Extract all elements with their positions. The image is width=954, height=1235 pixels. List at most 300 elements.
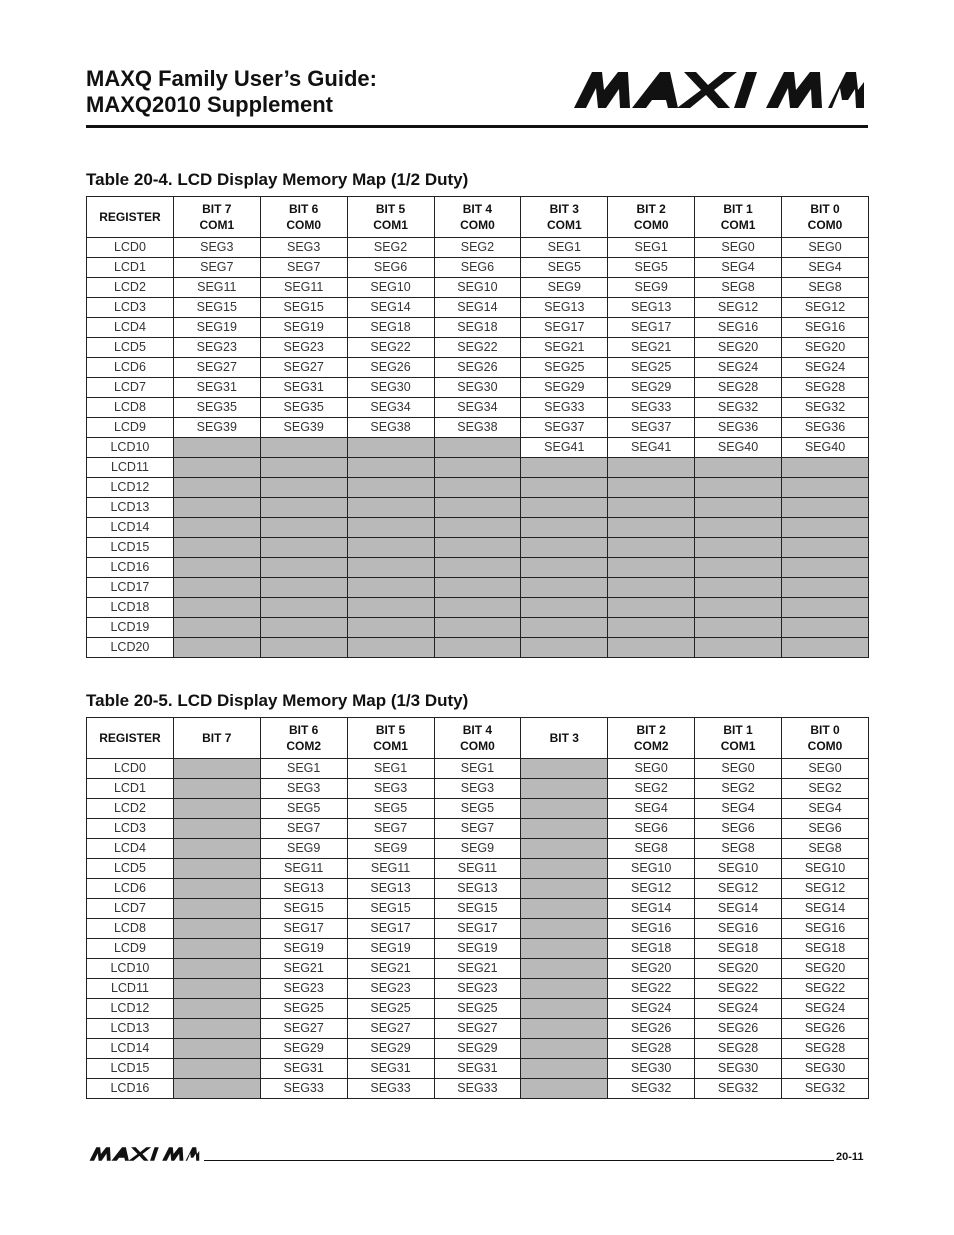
unused-cell (173, 819, 260, 839)
unused-cell (521, 999, 608, 1019)
register-cell: LCD18 (87, 598, 174, 618)
unused-cell (608, 458, 695, 478)
segment-cell: SEG21 (434, 959, 521, 979)
table-row (87, 498, 869, 518)
register-cell: LCD4 (87, 839, 174, 859)
segment-cell: SEG15 (347, 899, 434, 919)
table-row (87, 538, 869, 558)
column-header-label: BIT 5 (375, 723, 406, 737)
unused-cell (695, 538, 782, 558)
unused-cell (434, 578, 521, 598)
segment-cell: SEG27 (347, 1019, 434, 1039)
segment-cell: SEG29 (434, 1039, 521, 1059)
segment-cell: SEG2 (695, 779, 782, 799)
unused-cell (347, 618, 434, 638)
table-row (87, 979, 869, 999)
table-row (87, 598, 869, 618)
segment-cell: SEG3 (434, 779, 521, 799)
segment-cell: SEG10 (347, 278, 434, 298)
segment-cell: SEG38 (347, 418, 434, 438)
register-cell: LCD12 (87, 999, 174, 1019)
segment-cell: SEG26 (608, 1019, 695, 1039)
segment-cell: SEG13 (521, 298, 608, 318)
unused-cell (521, 799, 608, 819)
column-header-label: BIT 0 (810, 202, 840, 216)
segment-cell: SEG6 (695, 819, 782, 839)
unused-cell (347, 478, 434, 498)
segment-cell: SEG3 (260, 779, 347, 799)
unused-cell (521, 578, 608, 598)
table-row (87, 358, 869, 378)
unused-cell (173, 618, 260, 638)
segment-cell: SEG20 (782, 959, 869, 979)
unused-cell (347, 498, 434, 518)
register-cell: LCD0 (87, 238, 174, 258)
register-cell: LCD9 (87, 418, 174, 438)
column-header-label: BIT 1 (723, 202, 753, 216)
unused-cell (260, 438, 347, 458)
unused-cell (782, 578, 869, 598)
unused-cell (521, 919, 608, 939)
segment-cell: SEG32 (695, 1079, 782, 1099)
segment-cell: SEG13 (260, 879, 347, 899)
segment-cell: SEG34 (347, 398, 434, 418)
column-header-common: COM0 (286, 218, 322, 232)
register-cell: LCD17 (87, 578, 174, 598)
segment-cell: SEG13 (608, 298, 695, 318)
segment-cell: SEG13 (434, 879, 521, 899)
segment-cell: SEG29 (347, 1039, 434, 1059)
segment-cell: SEG25 (608, 358, 695, 378)
segment-cell: SEG1 (434, 759, 521, 779)
unused-cell (173, 438, 260, 458)
segment-cell: SEG4 (695, 258, 782, 278)
table-row (87, 258, 869, 278)
unused-cell (521, 879, 608, 899)
segment-cell: SEG19 (434, 939, 521, 959)
segment-cell: SEG27 (173, 358, 260, 378)
segment-cell: SEG25 (434, 999, 521, 1019)
column-header-label: REGISTER (99, 210, 161, 224)
segment-cell: SEG8 (695, 839, 782, 859)
table-row (87, 899, 869, 919)
unused-cell (434, 478, 521, 498)
register-cell: LCD3 (87, 298, 174, 318)
segment-cell: SEG28 (695, 1039, 782, 1059)
segment-cell: SEG18 (782, 939, 869, 959)
register-cell: LCD14 (87, 1039, 174, 1059)
segment-cell: SEG23 (173, 338, 260, 358)
segment-cell: SEG2 (782, 779, 869, 799)
unused-cell (782, 458, 869, 478)
segment-cell: SEG35 (260, 398, 347, 418)
unused-cell (260, 538, 347, 558)
column-header-register (87, 197, 174, 238)
unused-cell (173, 598, 260, 618)
segment-cell: SEG26 (347, 358, 434, 378)
unused-cell (521, 979, 608, 999)
unused-cell (521, 518, 608, 538)
unused-cell (173, 518, 260, 538)
lcd-memory-map-third-duty-table (86, 717, 869, 1099)
column-header-bit-1 (695, 718, 782, 759)
segment-cell: SEG37 (608, 418, 695, 438)
segment-cell: SEG4 (695, 799, 782, 819)
segment-cell: SEG20 (608, 959, 695, 979)
segment-cell: SEG20 (782, 338, 869, 358)
segment-cell: SEG24 (695, 999, 782, 1019)
unused-cell (173, 899, 260, 919)
segment-cell: SEG11 (260, 859, 347, 879)
segment-cell: SEG14 (695, 899, 782, 919)
segment-cell: SEG34 (434, 398, 521, 418)
unused-cell (521, 819, 608, 839)
table-row (87, 418, 869, 438)
register-cell: LCD13 (87, 1019, 174, 1039)
unused-cell (173, 558, 260, 578)
column-header-common: COM1 (373, 739, 408, 753)
register-cell: LCD3 (87, 819, 174, 839)
segment-cell: SEG13 (347, 879, 434, 899)
segment-cell: SEG27 (260, 358, 347, 378)
register-cell: LCD15 (87, 538, 174, 558)
segment-cell: SEG16 (695, 919, 782, 939)
unused-cell (260, 458, 347, 478)
page-number: 20-11 (836, 1151, 864, 1163)
column-header-label: BIT 7 (202, 202, 232, 216)
segment-cell: SEG3 (347, 779, 434, 799)
unused-cell (521, 959, 608, 979)
unused-cell (434, 618, 521, 638)
unused-cell (782, 498, 869, 518)
unused-cell (173, 638, 260, 658)
table-header-row (87, 718, 869, 759)
unused-cell (173, 839, 260, 859)
segment-cell: SEG16 (695, 318, 782, 338)
table-row (87, 318, 869, 338)
table-row (87, 919, 869, 939)
register-cell: LCD16 (87, 558, 174, 578)
segment-cell: SEG22 (434, 338, 521, 358)
segment-cell: SEG41 (521, 438, 608, 458)
register-cell: LCD11 (87, 458, 174, 478)
segment-cell: SEG21 (608, 338, 695, 358)
segment-cell: SEG7 (347, 819, 434, 839)
unused-cell (173, 1019, 260, 1039)
unused-cell (521, 618, 608, 638)
segment-cell: SEG10 (608, 859, 695, 879)
segment-cell: SEG7 (260, 258, 347, 278)
unused-cell (521, 498, 608, 518)
segment-cell: SEG26 (695, 1019, 782, 1039)
column-header-common: COM1 (546, 218, 582, 232)
register-cell: LCD4 (87, 318, 174, 338)
column-header-label: BIT 6 (289, 723, 319, 737)
column-header-common: COM2 (286, 739, 322, 753)
unused-cell (173, 879, 260, 899)
unused-cell (260, 618, 347, 638)
segment-cell: SEG5 (347, 799, 434, 819)
unused-cell (521, 939, 608, 959)
register-cell: LCD8 (87, 919, 174, 939)
segment-cell: SEG40 (782, 438, 869, 458)
segment-cell: SEG10 (782, 859, 869, 879)
column-header-bit-3 (521, 718, 608, 759)
unused-cell (695, 578, 782, 598)
segment-cell: SEG18 (434, 318, 521, 338)
unused-cell (521, 478, 608, 498)
table-row (87, 558, 869, 578)
segment-cell: SEG14 (434, 298, 521, 318)
table-row (87, 999, 869, 1019)
segment-cell: SEG37 (521, 418, 608, 438)
unused-cell (521, 859, 608, 879)
segment-cell: SEG12 (782, 879, 869, 899)
unused-cell (521, 638, 608, 658)
unused-cell (521, 558, 608, 578)
segment-cell: SEG22 (782, 979, 869, 999)
segment-cell: SEG24 (782, 999, 869, 1019)
column-header-label: BIT 6 (289, 202, 319, 216)
table-row (87, 859, 869, 879)
segment-cell: SEG15 (260, 899, 347, 919)
unused-cell (695, 518, 782, 538)
segment-cell: SEG32 (695, 398, 782, 418)
unused-cell (782, 538, 869, 558)
unused-cell (173, 498, 260, 518)
column-header-bit-4 (434, 718, 521, 759)
register-cell: LCD7 (87, 378, 174, 398)
unused-cell (521, 1019, 608, 1039)
segment-cell: SEG18 (347, 318, 434, 338)
segment-cell: SEG1 (521, 238, 608, 258)
segment-cell: SEG21 (347, 959, 434, 979)
segment-cell: SEG31 (260, 378, 347, 398)
segment-cell: SEG1 (260, 759, 347, 779)
column-header-common: COM1 (199, 218, 235, 232)
unused-cell (434, 438, 521, 458)
column-header-register (87, 718, 174, 759)
segment-cell: SEG0 (782, 759, 869, 779)
segment-cell: SEG12 (608, 879, 695, 899)
segment-cell: SEG19 (260, 318, 347, 338)
table-row (87, 278, 869, 298)
segment-cell: SEG31 (434, 1059, 521, 1079)
register-cell: LCD12 (87, 478, 174, 498)
column-header-bit-7 (173, 718, 260, 759)
table-row (87, 298, 869, 318)
segment-cell: SEG29 (521, 378, 608, 398)
unused-cell (347, 438, 434, 458)
table-row (87, 1039, 869, 1059)
segment-cell: SEG25 (521, 358, 608, 378)
segment-cell: SEG26 (434, 358, 521, 378)
segment-cell: SEG10 (695, 859, 782, 879)
register-cell: LCD5 (87, 338, 174, 358)
segment-cell: SEG20 (695, 338, 782, 358)
segment-cell: SEG22 (695, 979, 782, 999)
segment-cell: SEG23 (260, 979, 347, 999)
column-header-common: COM0 (460, 739, 495, 753)
segment-cell: SEG30 (695, 1059, 782, 1079)
segment-cell: SEG11 (173, 278, 260, 298)
segment-cell: SEG17 (260, 919, 347, 939)
unused-cell (173, 578, 260, 598)
segment-cell: SEG40 (695, 438, 782, 458)
unused-cell (260, 638, 347, 658)
unused-cell (173, 799, 260, 819)
segment-cell: SEG6 (434, 258, 521, 278)
column-header-label: BIT 3 (549, 202, 579, 216)
segment-cell: SEG9 (260, 839, 347, 859)
unused-cell (173, 538, 260, 558)
segment-cell: SEG25 (260, 999, 347, 1019)
register-cell: LCD10 (87, 438, 174, 458)
unused-cell (434, 458, 521, 478)
column-header-bit-4 (434, 197, 521, 238)
column-header-common: COM2 (633, 739, 669, 753)
column-header-label: BIT 4 (462, 723, 493, 737)
table-row (87, 438, 869, 458)
register-cell: LCD16 (87, 1079, 174, 1099)
register-cell: LCD19 (87, 618, 174, 638)
table-row (87, 799, 869, 819)
segment-cell: SEG7 (173, 258, 260, 278)
column-header-bit-2 (608, 718, 695, 759)
column-header-label: BIT 2 (636, 202, 666, 216)
column-header-bit-0 (782, 718, 869, 759)
table-row (87, 879, 869, 899)
unused-cell (521, 538, 608, 558)
register-cell: LCD14 (87, 518, 174, 538)
register-cell: LCD13 (87, 498, 174, 518)
unused-cell (173, 1079, 260, 1099)
table-row (87, 578, 869, 598)
segment-cell: SEG2 (608, 779, 695, 799)
unused-cell (608, 518, 695, 538)
segment-cell: SEG33 (434, 1079, 521, 1099)
unused-cell (521, 598, 608, 618)
table-row (87, 518, 869, 538)
column-header-bit-6 (260, 718, 347, 759)
column-header-common: COM0 (633, 218, 669, 232)
table-row (87, 1079, 869, 1099)
column-header-label: BIT 5 (375, 202, 406, 216)
unused-cell (434, 518, 521, 538)
segment-cell: SEG3 (173, 238, 260, 258)
segment-cell: SEG9 (608, 278, 695, 298)
column-header-label: BIT 3 (549, 731, 579, 745)
unused-cell (782, 618, 869, 638)
column-header-bit-3 (521, 197, 608, 238)
register-cell: LCD2 (87, 799, 174, 819)
segment-cell: SEG0 (695, 759, 782, 779)
segment-cell: SEG31 (260, 1059, 347, 1079)
column-header-bit-2 (608, 197, 695, 238)
register-cell: LCD15 (87, 1059, 174, 1079)
header-rule (86, 125, 868, 128)
register-cell: LCD9 (87, 939, 174, 959)
unused-cell (347, 598, 434, 618)
segment-cell: SEG9 (347, 839, 434, 859)
unused-cell (173, 458, 260, 478)
unused-cell (521, 1039, 608, 1059)
segment-cell: SEG16 (608, 919, 695, 939)
segment-cell: SEG30 (608, 1059, 695, 1079)
segment-cell: SEG21 (260, 959, 347, 979)
segment-cell: SEG18 (695, 939, 782, 959)
segment-cell: SEG32 (608, 1079, 695, 1099)
unused-cell (608, 578, 695, 598)
column-header-bit-5 (347, 718, 434, 759)
register-cell: LCD8 (87, 398, 174, 418)
unused-cell (173, 1059, 260, 1079)
column-header-common: COM1 (373, 218, 408, 232)
title-line-1: MAXQ Family User’s Guide: (86, 66, 377, 91)
segment-cell: SEG23 (347, 979, 434, 999)
segment-cell: SEG25 (347, 999, 434, 1019)
column-header-label: BIT 4 (462, 202, 493, 216)
segment-cell: SEG36 (782, 418, 869, 438)
segment-cell: SEG31 (347, 1059, 434, 1079)
unused-cell (260, 598, 347, 618)
table-20-4-caption: Table 20-4. LCD Display Memory Map (1/2 Duty) (86, 170, 469, 189)
table-row (87, 1059, 869, 1079)
unused-cell (782, 478, 869, 498)
table-row (87, 638, 869, 658)
segment-cell: SEG2 (347, 238, 434, 258)
unused-cell (260, 498, 347, 518)
lcd-memory-map-half-duty-table (86, 196, 869, 658)
segment-cell: SEG6 (782, 819, 869, 839)
maxim-footer-logo (88, 1145, 200, 1163)
unused-cell (782, 558, 869, 578)
unused-cell (521, 899, 608, 919)
unused-cell (608, 598, 695, 618)
segment-cell: SEG10 (434, 278, 521, 298)
column-header-bit-7 (173, 197, 260, 238)
unused-cell (608, 558, 695, 578)
segment-cell: SEG9 (521, 278, 608, 298)
unused-cell (782, 638, 869, 658)
segment-cell: SEG5 (434, 799, 521, 819)
segment-cell: SEG39 (260, 418, 347, 438)
segment-cell: SEG19 (260, 939, 347, 959)
column-header-label: REGISTER (99, 731, 161, 745)
column-header-common: COM1 (720, 739, 756, 753)
unused-cell (695, 498, 782, 518)
column-header-label: BIT 2 (636, 723, 666, 737)
unused-cell (434, 498, 521, 518)
segment-cell: SEG24 (782, 358, 869, 378)
segment-cell: SEG26 (782, 1019, 869, 1039)
unused-cell (347, 538, 434, 558)
unused-cell (260, 518, 347, 538)
register-cell: LCD11 (87, 979, 174, 999)
segment-cell: SEG18 (608, 939, 695, 959)
segment-cell: SEG17 (347, 919, 434, 939)
segment-cell: SEG30 (434, 378, 521, 398)
segment-cell: SEG14 (608, 899, 695, 919)
column-header-common: COM0 (807, 218, 843, 232)
table-row (87, 939, 869, 959)
segment-cell: SEG21 (521, 338, 608, 358)
table-row (87, 618, 869, 638)
segment-cell: SEG0 (695, 238, 782, 258)
segment-cell: SEG6 (347, 258, 434, 278)
unused-cell (347, 518, 434, 538)
maxim-logo (570, 70, 866, 110)
